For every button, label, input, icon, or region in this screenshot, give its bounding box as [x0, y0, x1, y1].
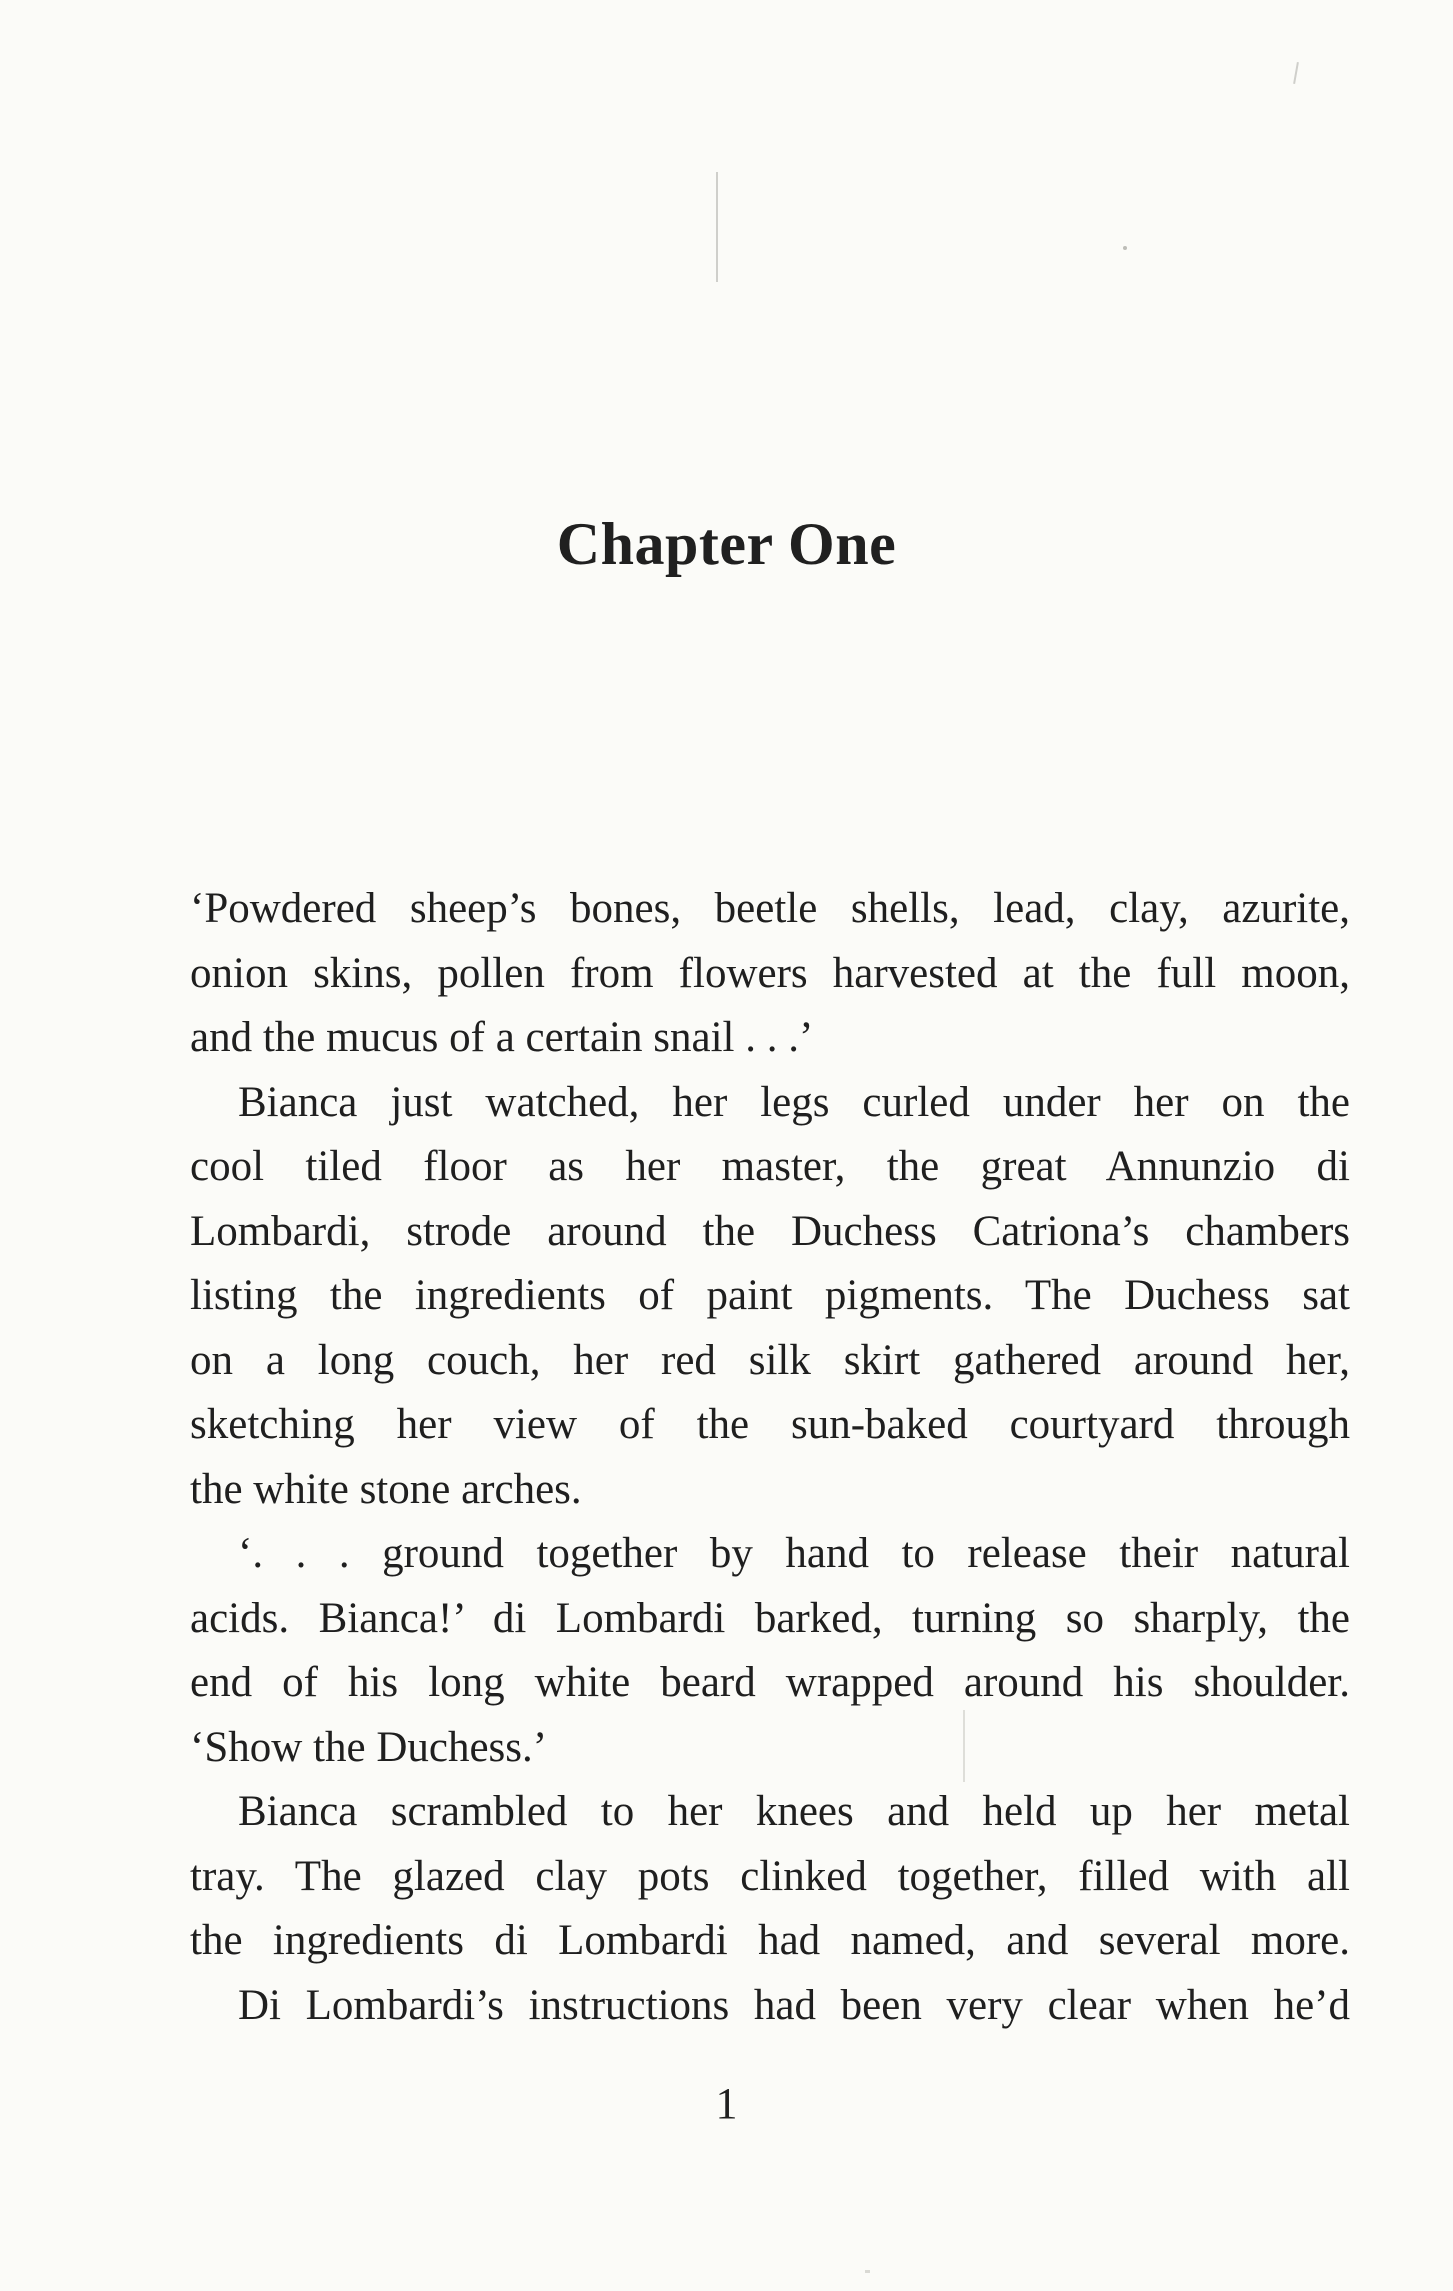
scan-artifact-mark [1293, 62, 1299, 84]
text-line: ‘Powdered sheep’s bones, beetle shells, lead, clay, azurite, [190, 885, 1350, 932]
chapter-title: Chapter One [556, 511, 897, 578]
text-line: Di Lombardi’s instructions had been very clear when he’d [238, 1981, 1350, 2029]
text-line: and the mucus of a certain snail . . .’ [190, 1014, 814, 1061]
text-line: Bianca scrambled to her knees and held up her metal [238, 1788, 1350, 1835]
text-line: Bianca just watched, her legs curled under her on the [238, 1078, 1350, 1126]
text-line: on a long couch, her red silk skirt gathered around her, [190, 1336, 1350, 1384]
scan-artifact-dot [865, 2270, 870, 2273]
text-line: onion skins, pollen from flowers harvested at the full moon, [190, 949, 1350, 997]
scan-artifact-line [716, 172, 718, 282]
scan-artifact-dot [1123, 246, 1127, 250]
text-line: tray. The glazed clay pots clinked together, filled with all [190, 1852, 1350, 1900]
text-line: ‘Show the Duchess.’ [190, 1723, 548, 1771]
text-line: end of his long white beard wrapped around his shoulder. [190, 1659, 1350, 1706]
text-line: acids. Bianca!’ di Lombardi barked, turning so sharply, the [190, 1594, 1350, 1642]
body-text [190, 877, 1350, 2038]
text-line: cool tiled floor as her master, the great Annunzio di [190, 1143, 1350, 1190]
text-line: the white stone arches. [190, 1465, 582, 1513]
text-line: Lombardi, strode around the Duchess Catriona’s chambers [190, 1207, 1350, 1255]
text-line: ‘. . . ground together by hand to release their natural [238, 1530, 1350, 1577]
text-line: listing the ingredients of paint pigments. The Duchess sat [190, 1272, 1350, 1319]
text-line: sketching her view of the sun-baked courtyard through [190, 1401, 1350, 1448]
text-line: the ingredients di Lombardi had named, and several more. [190, 1917, 1350, 1964]
page-number: 1 [715, 2079, 738, 2128]
